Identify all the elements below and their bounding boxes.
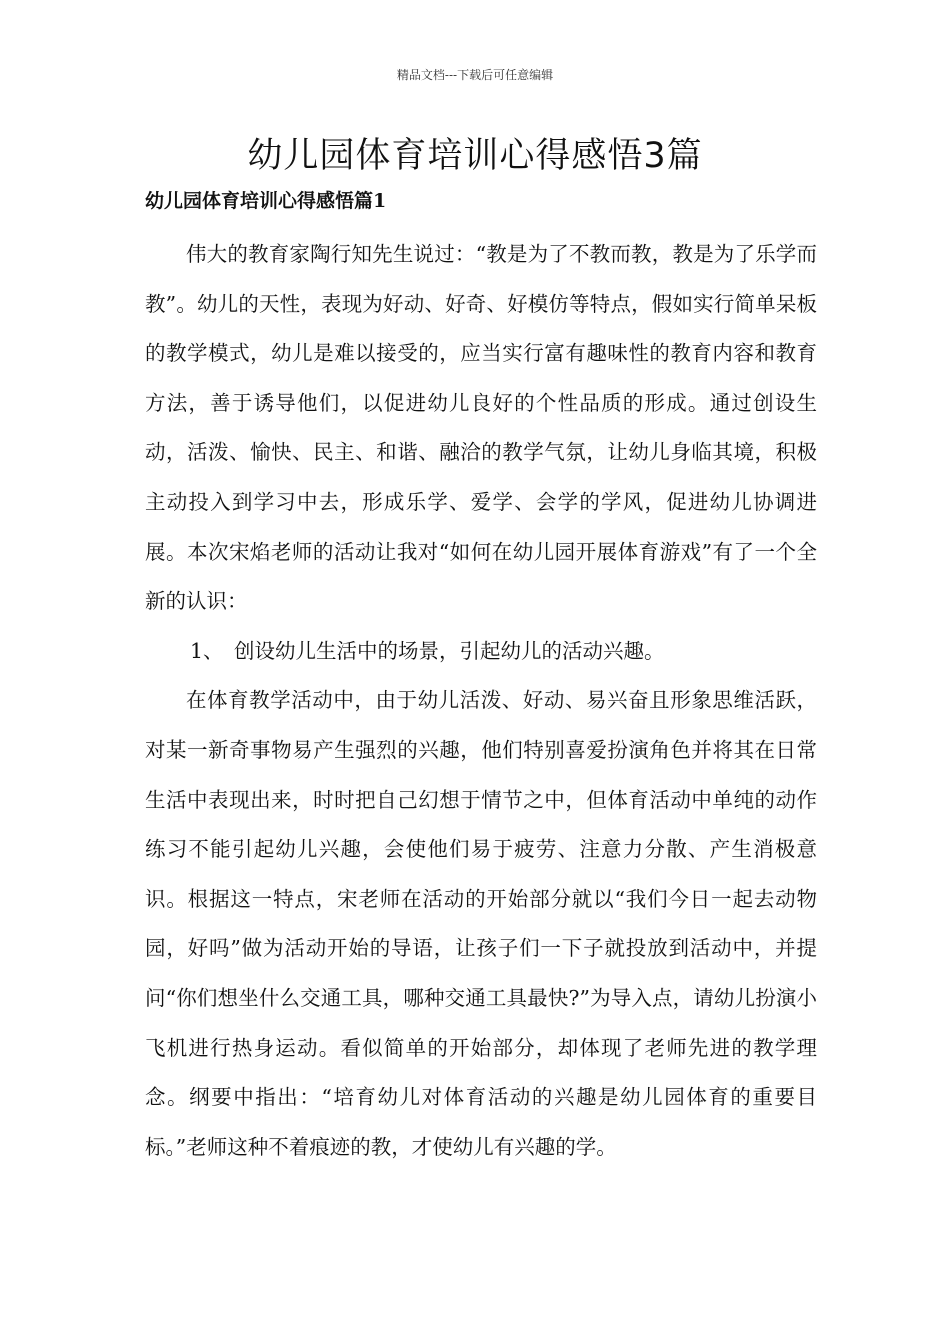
header-note: 精品文档---下载后可任意编辑: [396, 68, 554, 82]
list-item-text: 创设幼儿生活中的场景，引起幼儿的活动兴趣。: [234, 638, 665, 663]
list-item-number: 1、: [190, 638, 224, 663]
document-title: 幼儿园体育培训心得感悟3篇: [247, 136, 703, 176]
document-body: [145, 230, 817, 1172]
paragraph-intro: 伟大的教育家陶行知先生说过：“教是为了不教而教，教是为了乐学而教”。幼儿的天性，表现为好动、好奇、好模仿等特点，假如实行简单呆板的教学模式，幼儿是难以接受的，应当实行富有趣味性的教育内容和教育方法，善于诱导他们，以促进幼儿良好的个性品质的形成。通过创设生动，活泼、愉快、民主、和谐、融洽的教学气氛，让幼儿身临其境，积极主动投入到学习中去，形成乐学、爱学、会学的学风，促进幼儿协调进展。本次宋焰老师的活动让我对“如何在幼儿园开展体育游戏”有了一个全新的认识：: [145, 242, 817, 614]
list-item: [145, 627, 817, 677]
paragraph-detail: 在体育教学活动中，由于幼儿活泼、好动、易兴奋且形象思维活跃，对某一新奇事物易产生强烈的兴趣，他们特别喜爱扮演角色并将其在日常生活中表现出来，时时把自己幻想于情节之中，但体育活动中单纯的动作练习不能引起幼儿兴趣，会使他们易于疲劳、注意力分散、产生消极意识。根据这一特点，宋老师在活动的开始部分就以“我们今日一起去动物园，好吗”做为活动开始的导语，让孩子们一下子就投放到活动中，并提问“你们想坐什么交通工具，哪种交通工具最快?”为导入点，请幼儿扮演小飞机进行热身运动。看似简单的开始部分，却体现了老师先进的教学理念。纲要中指出：“培育幼儿对体育活动的兴趣是幼儿园体育的重要目标。”老师这种不着痕迹的教，才使幼儿有兴趣的学。: [145, 688, 817, 1159]
section-heading: 幼儿园体育培训心得感悟篇1: [145, 190, 387, 212]
